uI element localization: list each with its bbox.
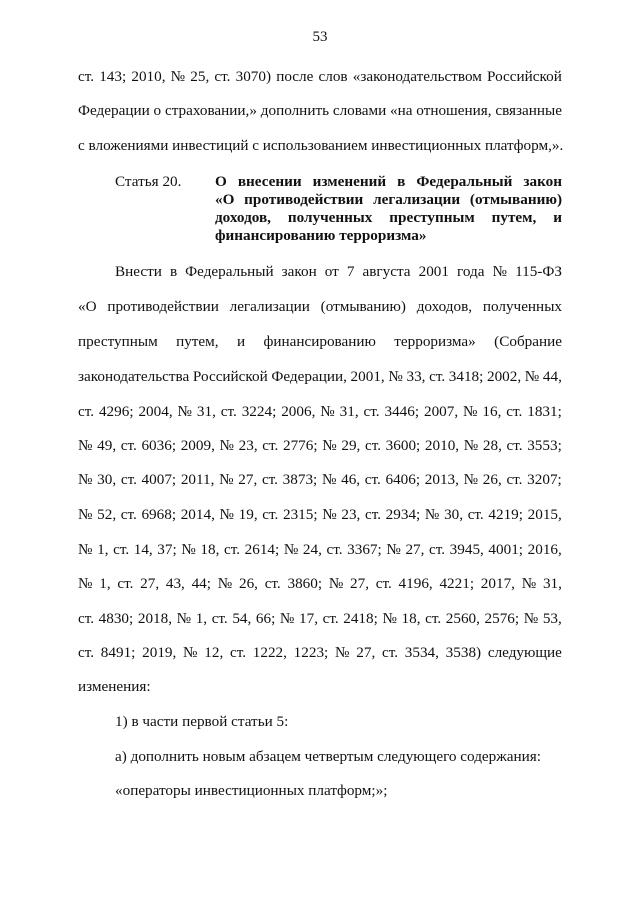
word: 28, xyxy=(482,437,502,454)
word: 3207; xyxy=(527,471,562,488)
word: 29, xyxy=(341,437,361,454)
word: закон xyxy=(281,263,317,280)
word: «на xyxy=(390,102,413,119)
word: ст. xyxy=(261,471,278,488)
word: 8491; xyxy=(100,644,136,661)
word: 2007, xyxy=(423,403,459,420)
word: 1, xyxy=(99,575,111,592)
word: ст. xyxy=(117,575,134,592)
word: № xyxy=(78,506,93,523)
paragraph2-line xyxy=(78,368,562,386)
word: «законодательством xyxy=(352,68,482,85)
word: (отмыванию) xyxy=(320,298,406,315)
word: 1831; xyxy=(527,403,562,420)
word: 2016, xyxy=(527,541,562,558)
word: № xyxy=(524,368,540,385)
word: 26, xyxy=(238,575,258,592)
word: 3538) xyxy=(445,644,482,661)
word: 2010, xyxy=(424,437,460,454)
word: № xyxy=(382,610,397,627)
word: ст. xyxy=(120,506,137,523)
word: «О xyxy=(78,298,97,315)
word: 27, xyxy=(356,644,376,661)
word: 17, xyxy=(299,610,318,627)
word: ст. xyxy=(78,644,95,661)
word: ст. xyxy=(78,403,95,420)
word: 16, xyxy=(482,403,502,420)
word: полученных xyxy=(287,209,373,226)
word: 2315; xyxy=(282,506,318,523)
word: 1, xyxy=(97,541,109,558)
word: Российской xyxy=(192,368,268,385)
word: 2010, xyxy=(131,68,166,85)
word: 49, xyxy=(97,437,117,454)
list-item: 1) в части первой статьи 5: xyxy=(115,713,289,730)
word: ст. xyxy=(322,610,339,627)
word: 54, xyxy=(232,610,252,627)
word: 12, xyxy=(204,644,224,661)
word: ст. xyxy=(363,403,380,420)
word: ст. xyxy=(264,575,281,592)
word: 23, xyxy=(238,437,258,454)
word: ст. xyxy=(220,403,237,420)
word: 4830; xyxy=(98,610,134,627)
word: страховании,» xyxy=(164,102,257,119)
word: № xyxy=(463,437,479,454)
word: 44, xyxy=(542,368,562,385)
word: № xyxy=(521,575,537,592)
word: изменений xyxy=(312,173,387,190)
word: 27, xyxy=(238,471,258,488)
word: № xyxy=(170,68,186,85)
word: 2004, xyxy=(138,403,173,420)
word: в xyxy=(397,173,406,190)
article-title-line xyxy=(215,173,562,191)
word: № xyxy=(386,541,401,558)
word: ст. xyxy=(262,506,279,523)
word: № xyxy=(78,437,93,454)
word: № xyxy=(177,403,192,420)
word: 43, xyxy=(165,575,185,592)
word: преступным xyxy=(389,209,475,226)
word: Федеральный xyxy=(185,263,274,280)
word: закон xyxy=(523,173,562,190)
word: № xyxy=(181,541,196,558)
word: 23, xyxy=(341,506,361,523)
word: 4296; xyxy=(98,403,134,420)
word: ст. xyxy=(506,471,523,488)
word: Федеральный xyxy=(416,173,513,190)
word: 24, xyxy=(302,541,322,558)
word: 3873; xyxy=(282,471,318,488)
paragraph2-line xyxy=(78,575,562,593)
word: связанные xyxy=(495,102,562,119)
word: и xyxy=(236,333,246,350)
word: 6968; xyxy=(141,506,177,523)
paragraph2-line xyxy=(78,506,562,524)
word: № xyxy=(321,471,337,488)
word: 53, xyxy=(542,610,562,627)
word: 14, xyxy=(133,541,153,558)
word: Внести xyxy=(115,263,162,280)
word: слов xyxy=(318,68,348,85)
word: 18, xyxy=(200,541,220,558)
word: отношения, xyxy=(416,102,492,119)
word: словами xyxy=(332,102,387,119)
paragraph2-line xyxy=(78,298,562,316)
word: 115-ФЗ xyxy=(515,263,562,280)
word: 19, xyxy=(238,506,258,523)
word: № xyxy=(463,471,479,488)
word: 2934; xyxy=(385,506,421,523)
word: 18, xyxy=(401,610,421,627)
word: 1, xyxy=(195,610,208,627)
word: 3553; xyxy=(527,437,562,454)
quoted-text: «операторы инвестиционных платформ;»; xyxy=(115,782,388,799)
word: года xyxy=(457,263,485,280)
word: 2776; xyxy=(282,437,318,454)
word: 4196, xyxy=(398,575,433,592)
word: 52, xyxy=(97,506,117,523)
word: 31, xyxy=(339,403,359,420)
word: № xyxy=(78,575,93,592)
paragraph2-line xyxy=(78,471,562,489)
paragraph2-line xyxy=(78,437,562,455)
word: путем, xyxy=(491,209,537,226)
word: № xyxy=(283,541,299,558)
word: 2011, xyxy=(180,471,215,488)
word: 3945, xyxy=(449,541,484,558)
word: ст. xyxy=(214,68,231,85)
word: 1222, xyxy=(252,644,287,661)
word: 66; xyxy=(255,610,276,627)
word: № xyxy=(388,368,403,385)
word: законодательства xyxy=(78,368,190,385)
article-title-line xyxy=(215,209,562,227)
word: 2017, xyxy=(480,575,515,592)
word: 3860; xyxy=(287,575,323,592)
word: № xyxy=(78,471,93,488)
word: 2614; xyxy=(244,541,280,558)
word: ст. xyxy=(364,437,382,454)
word: ст. xyxy=(113,541,130,558)
paragraph2-line xyxy=(78,644,562,662)
paragraph2-line xyxy=(78,333,562,351)
word: 2002, xyxy=(486,368,522,385)
word: 4007; xyxy=(141,471,177,488)
word: 2560, xyxy=(445,610,480,627)
word: № xyxy=(523,610,539,627)
paragraph2-line xyxy=(78,610,562,628)
word: терроризма» xyxy=(394,333,476,350)
word: 1223; xyxy=(293,644,329,661)
word: 6406; xyxy=(385,471,421,488)
word: ст. xyxy=(262,437,279,454)
page-number: 53 xyxy=(312,29,328,45)
list-item: а) дополнить новым абзацем четвертым следующего содержания: xyxy=(115,748,541,765)
word: ст. xyxy=(223,541,241,558)
paragraph2-line xyxy=(78,403,562,421)
word: доходов, xyxy=(215,209,271,226)
word: № xyxy=(322,437,337,454)
word: Федерации xyxy=(78,102,150,119)
word: ст. xyxy=(326,541,343,558)
word: 30, xyxy=(444,506,464,523)
word: 4221; xyxy=(439,575,475,592)
word: в xyxy=(169,263,178,280)
paragraph2-line xyxy=(78,541,562,559)
paragraph2-line xyxy=(115,263,562,281)
word: 27, xyxy=(140,575,160,592)
word: финансированию xyxy=(263,333,376,350)
word: 3418; xyxy=(448,368,484,385)
word: противодействии xyxy=(244,191,364,208)
word: 2001 xyxy=(418,263,449,280)
word: ст. xyxy=(429,368,446,385)
word: противодействии xyxy=(107,298,219,315)
word: 3367; xyxy=(347,541,382,558)
word: 2014, xyxy=(180,506,215,523)
word: 2009, xyxy=(180,437,215,454)
word: ст. xyxy=(120,437,137,454)
word: внесении xyxy=(237,173,302,190)
word: № xyxy=(219,506,235,523)
word: 3600; xyxy=(385,437,421,454)
word: ст. xyxy=(381,644,399,661)
word: (Собрание xyxy=(494,333,562,350)
word: № xyxy=(183,644,198,661)
word: августа xyxy=(362,263,411,280)
word: 33, xyxy=(406,368,426,385)
word: ст. xyxy=(425,610,442,627)
word: ст. xyxy=(506,403,523,420)
word: 6036; xyxy=(141,437,177,454)
paragraph1-line: с вложениями инвестиций с использованием инвестиционных платформ,». xyxy=(78,137,564,154)
word: ст. xyxy=(429,541,446,558)
word: 2019, xyxy=(142,644,177,661)
word: о xyxy=(153,102,162,119)
word: 143; xyxy=(99,68,127,85)
word: 46, xyxy=(341,471,361,488)
paragraph1-line xyxy=(78,102,562,120)
word: 4001; xyxy=(488,541,524,558)
word: и xyxy=(553,209,562,226)
word: 2576; xyxy=(484,610,520,627)
word: № xyxy=(78,541,93,558)
word: ст. xyxy=(364,471,381,488)
article-title-line xyxy=(215,191,562,209)
word: следующие xyxy=(487,644,562,661)
word: путем, xyxy=(176,333,219,350)
word: ст. xyxy=(78,610,95,627)
word: 27, xyxy=(405,541,425,558)
word: преступным xyxy=(78,333,158,350)
word: 2015, xyxy=(527,506,562,523)
word: 37; xyxy=(157,541,177,558)
word: дополнить xyxy=(260,102,330,119)
word: 30, xyxy=(97,471,117,488)
word: № xyxy=(424,506,440,523)
word: 2013, xyxy=(424,471,459,488)
word: ст. xyxy=(229,644,247,661)
word: ст. xyxy=(120,471,137,488)
word: О xyxy=(215,173,227,190)
word: 3446; xyxy=(384,403,420,420)
word: № xyxy=(219,437,235,454)
word: ст. xyxy=(467,506,484,523)
word: № xyxy=(335,644,350,661)
word: доходов, xyxy=(416,298,473,315)
word: «О xyxy=(215,191,235,208)
word: 3534, xyxy=(404,644,439,661)
paragraph1-line xyxy=(78,68,562,86)
word: легализации xyxy=(229,298,310,315)
word: 31, xyxy=(196,403,216,420)
word: ст. xyxy=(211,610,228,627)
word: № xyxy=(176,610,192,627)
word: 26, xyxy=(482,471,502,488)
word: полученных xyxy=(482,298,562,315)
word: легализации xyxy=(373,191,461,208)
word: 3224; xyxy=(241,403,277,420)
word: № xyxy=(328,575,344,592)
word: 2418; xyxy=(343,610,378,627)
word: 31, xyxy=(542,575,562,592)
word: Российской xyxy=(487,68,562,85)
word: № xyxy=(463,403,478,420)
word: № xyxy=(492,263,508,280)
word: ст. xyxy=(78,68,95,85)
word: 7 xyxy=(346,263,355,280)
word: № xyxy=(279,610,295,627)
word: Федерации, xyxy=(271,368,347,385)
word: 2006, xyxy=(281,403,316,420)
word: ст. xyxy=(364,506,382,523)
article-title-line: финансированию терроризма» xyxy=(215,227,427,244)
word: 25, xyxy=(190,68,210,85)
word: № xyxy=(320,403,335,420)
word: № xyxy=(219,471,234,488)
article-label: Статья 20. xyxy=(115,173,182,190)
word: 3070) xyxy=(235,68,272,85)
word: после xyxy=(276,68,314,85)
word: 4219; xyxy=(488,506,523,523)
word: 2018, xyxy=(137,610,173,627)
word: от xyxy=(324,263,339,280)
word: 44; xyxy=(191,575,211,592)
word: (отмыванию) xyxy=(469,191,562,208)
word: ст. xyxy=(506,437,523,454)
paragraph2-line: изменения: xyxy=(78,678,151,695)
word: № xyxy=(322,506,337,523)
word: 27, xyxy=(350,575,370,592)
word: № xyxy=(217,575,233,592)
word: ст. xyxy=(375,575,392,592)
word: 2001, xyxy=(350,368,385,385)
